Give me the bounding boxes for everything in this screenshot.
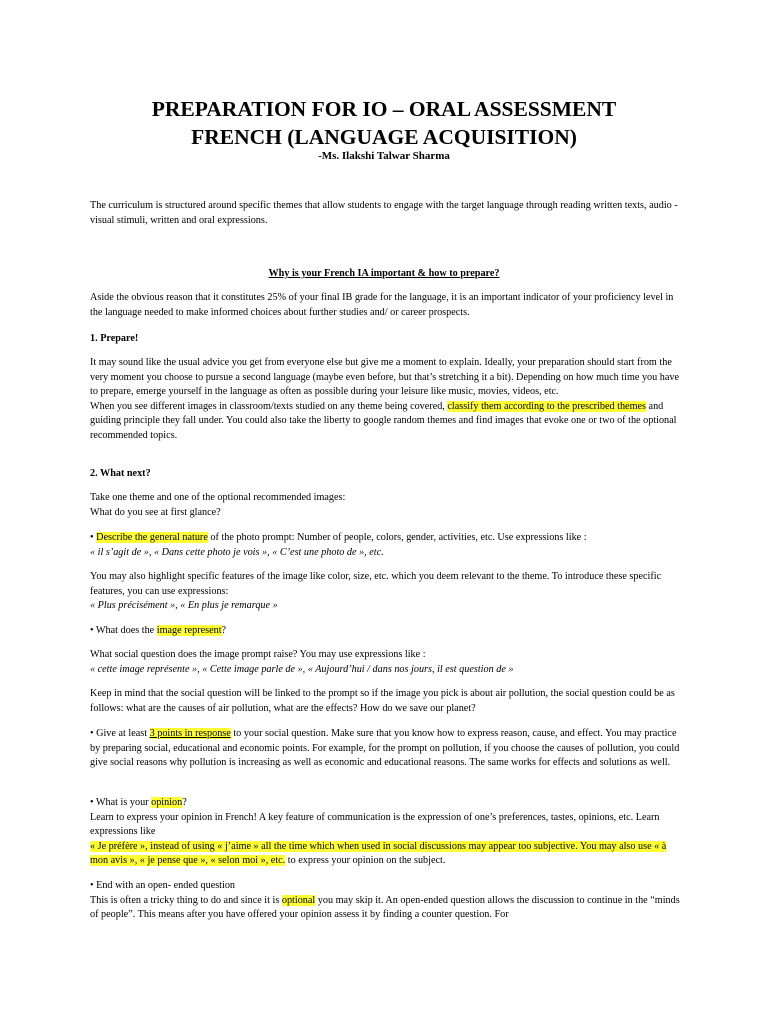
opinion-text-b: ? <box>182 797 187 808</box>
social-paragraph <box>90 648 686 677</box>
author: -Ms. Ilakshi Talwar Sharma <box>318 150 450 162</box>
highlight-expressions: « Je préfère », instead of using « j’aime » all the time which when used in social discussions may appear too subjective. You may also use « à mon avis », « je pense que », « selon moi », etc. <box>90 840 667 866</box>
title-line-2: FRENCH (LANGUAGE ACQUISITION) <box>191 125 577 149</box>
social-expressions: « cette image représente », « Cette image parle de », « Aujourd’hui / dans nos jours, il est question de » <box>90 663 514 675</box>
features-paragraph <box>90 570 686 614</box>
end-text-a: This is often a tricky thing to do and since it is <box>90 894 282 906</box>
describe-text: of the photo prompt: Number of people, colors, gender, activities, etc. Use expressions like : <box>207 532 587 543</box>
opinion-paragraph <box>90 796 686 869</box>
next-line-2: What do you see at first glance? <box>90 506 221 518</box>
points-text-a: • Give at least <box>90 728 150 739</box>
keepmind-paragraph: Keep in mind that the social question will be linked to the prompt so if the image you pick is about air pollution, the social question could be as follows: what are the causes of air pollution, what are the effects? How do we save our planet? <box>90 688 675 714</box>
aside-paragraph: Aside the obvious reason that it constitutes 25% of your final IB grade for the language, it is an important indicator of your proficiency level in the language needed to make informed choices about further studies and/ or career prospects. <box>90 292 674 318</box>
prepare-heading: 1. Prepare! <box>90 333 139 344</box>
features-text: You may also highlight specific features of the image like color, size, etc. which you deem relevant to the theme. To introduce these specific features, you can use expressions: <box>90 571 662 597</box>
end-bullet: • End with an open- ended question <box>90 880 236 891</box>
opinion-end: to express your opinion on the subject. <box>285 855 446 866</box>
highlight-describe: Describe the general nature <box>96 532 208 543</box>
highlight-represent: image represent <box>156 625 222 636</box>
end-paragraph <box>90 879 686 923</box>
represent-bullet <box>90 624 686 639</box>
describe-expressions: « il s’agit de », « Dans cette photo je vois », « C’est une photo de », etc. <box>90 546 384 558</box>
end-text-b: you may skip it. An open-ended question allows the discussion to continue in the “minds of people”. This means after you have offered your opinion assess it by finding a counter question. For <box>90 894 680 920</box>
prepare-text: It may sound like the usual advice you get from everyone else but give me a moment to explain. Ideally, your preparation should start from the very moment you choose to pursue a second language (maybe even before, but that’s stretching it a bit). Depending on how much time you have to prepare, emerge yourself in the language as often as possible during your leisure like music, movies, videos, etc. <box>90 357 680 397</box>
opinion-text: Learn to express your opinion in French! A key feature of communication is the expression of one’s preferences, tastes, opinions, etc. Learn expressions like <box>90 811 660 837</box>
features-expressions: « Plus précisément », « En plus je remarque » <box>90 600 278 611</box>
prepare-text-2a: When you see different images in classroom/texts studied on any theme being covered, <box>90 400 448 412</box>
prepare-text-2b: and guiding principle they fall under. You could also take the liberty to google random themes and find images that evoke one or two of the optional recommended topics. <box>90 400 677 441</box>
next-heading: 2. What next? <box>90 468 151 479</box>
describe-paragraph <box>90 531 686 560</box>
next-paragraph <box>90 491 686 520</box>
next-line-1: Take one theme and one of the optional recommended images: <box>90 492 346 503</box>
points-text-b: to your social question. Make sure that you know how to express reason, cause, and effect. You may practice by preparing social, educational and economic points. For example, for the prompt on pollution, if you choose the causes of pollution, you could give social reasons why pollution is increasing as well as economic and educational reasons. The same works for effects and solutions as well. <box>90 728 680 768</box>
section-heading: Why is your French IA important & how to prepare? <box>268 268 500 279</box>
social-text: What social question does the image prompt raise? You may use expressions like : <box>90 649 426 660</box>
highlight-optional: optional <box>281 894 316 906</box>
bullet: • <box>90 532 97 543</box>
highlight-opinion: opinion <box>151 797 183 808</box>
highlight-points: 3 points in response <box>149 728 231 739</box>
prepare-paragraph <box>90 356 686 443</box>
intro-paragraph: The curriculum is structured around specific themes that allow students to engage with the target language through reading written texts, audio -visual stimuli, written and oral expressions. <box>90 200 678 226</box>
highlight-classify: classify them according to the prescribed themes <box>447 400 646 412</box>
title-line-1: PREPARATION FOR IO – ORAL ASSESSMENT <box>151 97 617 121</box>
opinion-text-a: • What is your <box>90 797 152 808</box>
represent-text-a: • What does the <box>90 625 157 636</box>
points-paragraph <box>90 727 686 771</box>
represent-text-b: ? <box>221 625 227 636</box>
